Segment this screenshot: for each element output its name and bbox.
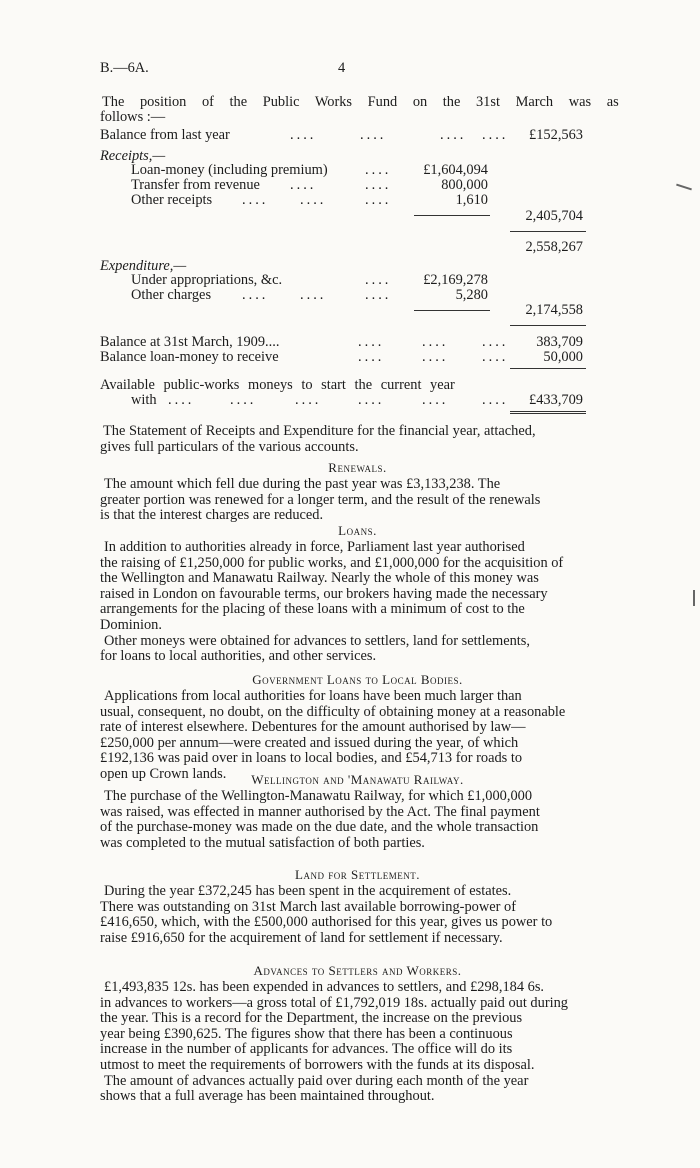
available-amount: £433,709 xyxy=(529,392,583,408)
expenditure-row: Under appropriations, &c. .... £2,169,278 xyxy=(131,272,488,288)
paragraph-line: usual, consequent, no doubt, on the difficulty of obtaining money at a reasonable xyxy=(100,703,566,720)
section-heading: Wellington and 'Manawatu Railway. xyxy=(251,772,464,787)
statement-paragraph: The Statement of Receipts and Expenditure for the financial year, attached, gives full particulars of the various accounts. xyxy=(100,423,536,455)
paragraph-line: of the purchase-money was made on the due date, and the whole transaction xyxy=(100,819,539,836)
paragraph-line: is that the interest charges are reduced. xyxy=(100,507,324,524)
paragraph xyxy=(100,540,615,634)
rule xyxy=(510,368,586,369)
section xyxy=(100,460,615,524)
paragraph-line: the year. This is a record for the Department, the increase on the previous xyxy=(100,1010,523,1027)
receipt-row: Transfer from revenue .... .... 800,000 xyxy=(131,177,488,193)
section-heading: Loans. xyxy=(338,523,377,538)
section-heading: Advances to Settlers and Workers. xyxy=(253,963,462,978)
expenditure-heading: Expenditure,— xyxy=(100,258,187,274)
paragraph-line: raised in London on favourable terms, our brokers having made the necessary xyxy=(100,585,548,602)
section xyxy=(100,523,615,665)
paragraph-line: was completed to the mutual satisfaction of both parties. xyxy=(100,834,425,851)
double-rule xyxy=(510,411,586,414)
section-heading: Renewals. xyxy=(328,460,387,475)
scan-mark xyxy=(676,184,692,191)
paragraph-line: £192,136 was paid over in loans to local bodies, and £54,713 for roads to xyxy=(100,750,523,767)
fund-intro-line2: follows :— xyxy=(100,109,166,125)
available-line1: Available public-works moneys to start the current year xyxy=(100,377,455,393)
section-heading: Land for Settlement. xyxy=(295,867,420,882)
balance-loan-money-row: Balance loan-money to receive .... .... .... 50,000 xyxy=(100,349,583,365)
paragraph-line: raise £916,650 for the acquirement of land for settlement if necessary. xyxy=(100,929,503,946)
paragraph-line: rate of interest elsewhere. Debentures for the amount authorised by law— xyxy=(100,719,526,736)
paragraph-line: greater portion was renewed for a longer term, and the result of the renewals xyxy=(100,491,541,508)
balance-last-year-row: Balance from last year .... .... .... .... £152,563 xyxy=(100,127,583,143)
paragraph-line: Dominion. xyxy=(100,616,162,633)
paragraph-line: The amount of advances actually paid over during each month of the year xyxy=(104,1072,529,1089)
paragraph-line: Applications from local authorities for loans have been much larger than xyxy=(104,688,522,704)
paragraph-line: £1,493,835 12s. has been expended in advances to settlers, and £298,184 6s. xyxy=(104,979,545,995)
section xyxy=(100,963,615,1105)
page-number: 4 xyxy=(338,60,346,76)
paragraph-line: The amount which fell due during the past year was £3,133,238. The xyxy=(104,476,501,492)
document-reference: B.—6A. xyxy=(100,60,149,76)
paragraph xyxy=(100,634,615,665)
paragraph-line: Other moneys were obtained for advances to settlers, land for settlements, xyxy=(104,632,530,649)
paragraph-line: shows that a full average has been maintained throughout. xyxy=(100,1088,435,1105)
rule xyxy=(510,231,586,232)
section xyxy=(100,672,615,783)
paragraph-line: arrangements for the placing of these loans with a minimum of cost to the xyxy=(100,601,525,618)
rule xyxy=(510,325,586,326)
receipts-total: 2,405,704 xyxy=(525,208,583,224)
paragraph-line: utmost to meet the requirements of borrowers with the funds at its disposal. xyxy=(100,1056,535,1073)
paragraph xyxy=(100,689,615,783)
balance-last-year-amount: £152,563 xyxy=(529,127,583,143)
paragraph-line: £416,650, which, with the £500,000 authorised for this year, gives us power to xyxy=(100,914,553,931)
section xyxy=(100,867,615,946)
available-line2: with .... .... .... .... .... .... £433,709 xyxy=(131,392,583,408)
section-heading: Government Loans to Local Bodies. xyxy=(252,672,463,687)
scan-mark xyxy=(693,590,695,606)
receipts-total-row xyxy=(100,209,615,225)
paragraph-line: for loans to local authorities, and other services. xyxy=(100,648,377,665)
paragraph-line: In addition to authorities already in force, Parliament last year authorised xyxy=(104,539,525,555)
paragraph xyxy=(100,1074,615,1105)
paragraph xyxy=(100,477,615,524)
paragraph-line: in advances to workers—a gross total of £1,792,019 18s. actually paid out during xyxy=(100,994,569,1011)
expenditure-total-row xyxy=(100,303,615,319)
fund-intro-line1: The position of the Public Works Fund on the 31st March was as xyxy=(102,94,619,110)
balance-31st-march-row: Balance at 31st March, 1909.... .... .... .... 383,709 xyxy=(100,334,583,350)
paragraph-line: £250,000 per annum—were created and issued during the year, of which xyxy=(100,734,519,751)
paragraph-line: increase in the number of applicants for advances. The office will do its xyxy=(100,1041,513,1058)
paragraph-line: During the year £372,245 has been spent in the acquirement of estates. xyxy=(104,883,512,899)
expenditure-row: Other charges .... .... .... 5,280 xyxy=(131,287,488,303)
paragraph-line: year being £390,625. The figures show that there has been a continuous xyxy=(100,1025,513,1042)
subtotal: 2,558,267 xyxy=(525,239,583,255)
paragraph-line: There was outstanding on 31st March last available borrowing-power of xyxy=(100,898,517,915)
paragraph-line: was raised, was effected in manner authorised by the Act. The final payment xyxy=(100,803,540,820)
receipts-heading: Receipts,— xyxy=(100,148,166,164)
paragraph-line: the Wellington and Manawatu Railway. Nearly the whole of this money was xyxy=(100,570,539,587)
paragraph xyxy=(100,884,615,946)
subtotal-row xyxy=(100,240,615,256)
paragraph-line: The purchase of the Wellington-Manawatu Railway, for which £1,000,000 xyxy=(104,788,533,804)
receipt-row: Loan-money (including premium) .... £1,604,094 xyxy=(131,162,488,178)
paragraph-line: the raising of £1,250,000 for public works, and £1,000,000 for the acquisition of xyxy=(100,554,564,571)
page-header xyxy=(100,61,620,79)
section xyxy=(100,772,615,851)
expenditure-total: 2,174,558 xyxy=(525,302,583,318)
paragraph xyxy=(100,980,615,1074)
paragraph-line: open up Crown lands. xyxy=(100,765,227,782)
paragraph xyxy=(100,789,615,851)
receipt-row: Other receipts .... .... .... 1,610 xyxy=(131,192,488,208)
